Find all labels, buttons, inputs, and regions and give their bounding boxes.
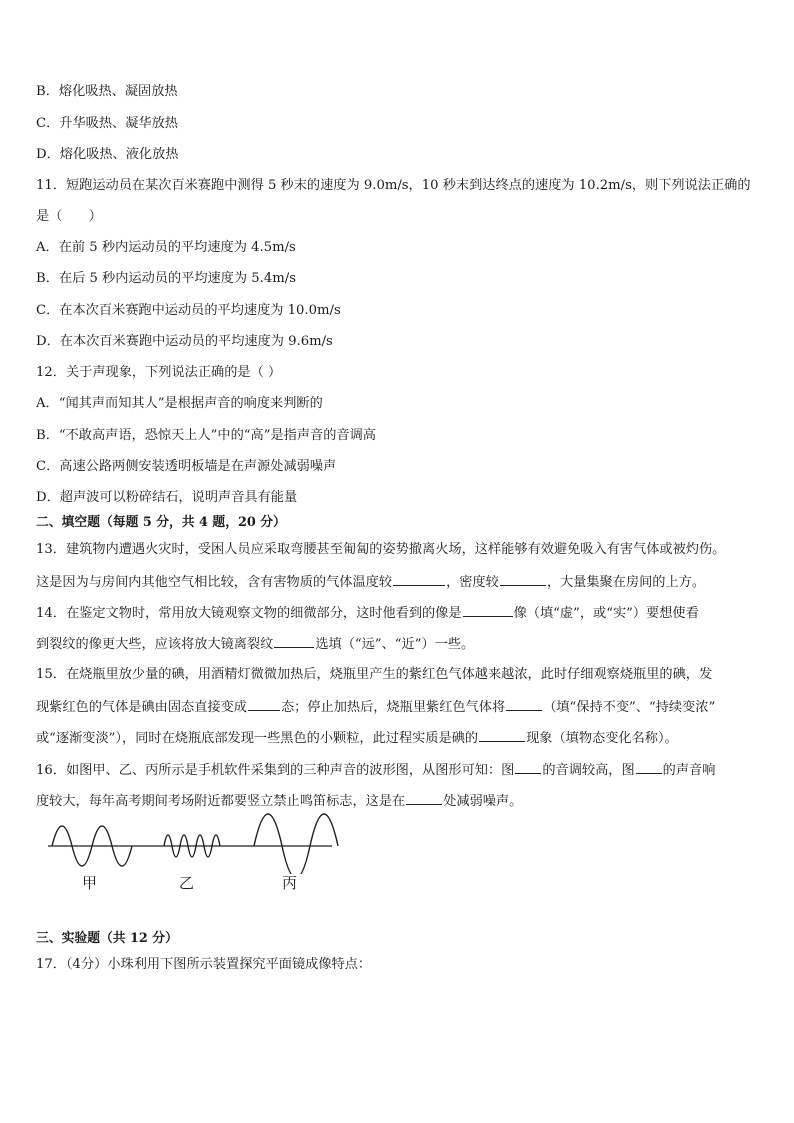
q15-text-a: 现紫红色的气体是碘由固态直接变成 — [36, 700, 247, 715]
q13-blank-temperature[interactable] — [393, 572, 445, 586]
section-experiment-heading: 三、实验题（共 12 分） — [36, 931, 178, 946]
q16-line2 — [36, 791, 522, 811]
q16-line1 — [36, 760, 715, 780]
q13-text-a: 这是因为与房间内其他空气相比较，含有害物质的气体温度较 — [36, 575, 393, 590]
q15-blank-change[interactable] — [506, 697, 542, 711]
q14-text-b: 像（填“虚”，或“实”）要想使看 — [513, 606, 699, 621]
q13-line2 — [36, 572, 705, 592]
figure-label-jia: 甲 — [82, 874, 98, 892]
q15-line1: 15．在烧瓶里放少量的碘，用酒精灯微微加热后，烧瓶里产生的紫红色气体越来越浓，此时仔细观察烧瓶里的碘，发 — [36, 667, 713, 682]
waveform-bing — [254, 814, 338, 874]
q12-stem: 12．关于声现象，下列说法正确的是（ ） — [36, 365, 282, 380]
q13-line1: 13．建筑物内遭遇火灾时，受困人员应采取弯腰甚至匍匐的姿势撤离火场，这样能够有效避免吸入有害气体或被灼伤。 — [36, 542, 726, 557]
q10-option-b: B．熔化吸热、凝固放热 — [36, 84, 178, 99]
q11-stem-line2: 是（ ） — [36, 209, 102, 224]
q13-blank-density[interactable] — [500, 572, 546, 586]
q15-blank-state[interactable] — [248, 697, 280, 711]
q14-line2 — [36, 634, 474, 654]
q15-line2 — [36, 697, 715, 717]
q15-line3 — [36, 728, 678, 748]
section-fill-in-heading: 二、填空题（每题 5 分，共 4 题，20 分） — [36, 515, 286, 530]
q14-text-d: 选填（“远”、“近”）一些。 — [315, 637, 475, 652]
q11-option-c: C．在本次百米赛跑中运动员的平均速度为 10.0m/s — [36, 303, 341, 318]
q12-option-a: A．“闻其声而知其人”是根据声音的响度来判断的 — [36, 396, 323, 411]
q16-text-d: 度较大，每年高考期间考场附近都要竖立禁止鸣笛标志，这是在 — [36, 794, 406, 809]
q13-text-b: ，密度较 — [446, 575, 499, 590]
q14-blank-image-type[interactable] — [463, 603, 513, 617]
q16-text-c: 的声音响 — [662, 763, 716, 778]
q15-text-b: 态；停止加热后，烧瓶里紫红色气体将 — [281, 700, 506, 715]
q14-line1 — [36, 603, 699, 623]
q16-blank-location[interactable] — [406, 791, 442, 805]
q16-text-a: 16．如图甲、乙、丙所示是手机软件采集到的三种声音的波形图，从图形可知：图 — [36, 763, 515, 778]
q15-blank-phenomenon[interactable] — [479, 728, 525, 742]
figure-label-yi: 乙 — [179, 874, 195, 892]
q11-option-a: A．在前 5 秒内运动员的平均速度为 4.5m/s — [36, 240, 296, 255]
q13-text-c: ，大量集聚在房间的上方。 — [546, 575, 706, 590]
waveform-figure — [40, 812, 340, 874]
q15-text-d: 或“逐渐变淡”），同时在烧瓶底部发现一些黑色的小颗粒，此过程实质是碘的 — [36, 731, 479, 746]
q17-stem: 17．（4分）小珠利用下图所示装置探究平面镜成像特点： — [36, 957, 372, 972]
q16-text-e: 处减弱噪声。 — [443, 794, 523, 809]
q14-text-c: 到裂纹的像更大些，应该将放大镜离裂纹 — [36, 637, 274, 652]
q12-option-d: D．超声波可以粉碎结石，说明声音具有能量 — [36, 490, 298, 505]
q15-text-e: 现象（填物态变化名称）。 — [526, 731, 678, 746]
q16-text-b: 的音调较高，图 — [542, 763, 635, 778]
q12-option-b: B．“不敢高声语，恐惊天上人”中的“高”是指声音的音调高 — [36, 428, 376, 443]
figure-label-bing: 丙 — [282, 874, 298, 892]
q10-option-c: C．升华吸热、凝华放热 — [36, 116, 178, 131]
q12-option-c: C．高速公路两侧安装透明板墙是在声源处减弱噪声 — [36, 459, 337, 474]
q14-text-a: 14．在鉴定文物时，常用放大镜观察文物的细微部分，这时他看到的像是 — [36, 606, 462, 621]
q10-option-d: D．熔化吸热、液化放热 — [36, 147, 179, 162]
q16-blank-loudness[interactable] — [636, 760, 662, 774]
q11-stem-line1: 11．短跑运动员在某次百米赛跑中测得 5 秒末的速度为 9.0m/s，10 秒末到达终点的速度为 10.2m/s，则下列说法正确的 — [36, 178, 751, 193]
q14-blank-distance[interactable] — [274, 634, 314, 648]
q16-blank-pitch[interactable] — [515, 760, 541, 774]
q15-text-c: （填“保持不变”、“持续变浓” — [543, 700, 716, 715]
q11-option-d: D．在本次百米赛跑中运动员的平均速度为 9.6m/s — [36, 334, 333, 349]
q11-option-b: B．在后 5 秒内运动员的平均速度为 5.4m/s — [36, 271, 296, 286]
